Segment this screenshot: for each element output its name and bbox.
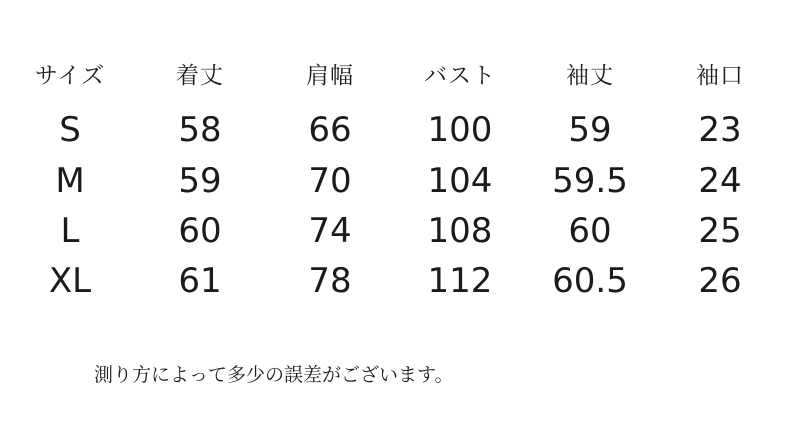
value-cell: 74 — [308, 211, 352, 251]
value-cell: 26 — [698, 261, 742, 301]
value-cell: 60.5 — [552, 261, 628, 301]
value-cell: 112 — [427, 261, 493, 301]
column-header-body-length: 着丈 — [176, 62, 224, 89]
value-cell: 60 — [178, 211, 222, 251]
column-header-sleeve-length: 袖丈 — [566, 62, 614, 89]
value-cell: 25 — [698, 211, 742, 251]
value-cell: 108 — [427, 211, 493, 251]
size-chart-header-row — [5, 48, 785, 98]
column-header-bust: バスト — [424, 62, 496, 89]
size-label-cell: L — [60, 211, 80, 251]
value-cell: 100 — [427, 110, 493, 150]
column-header-shoulder-width: 肩幅 — [306, 62, 354, 89]
size-row-l — [5, 206, 785, 256]
size-label-cell: S — [59, 110, 81, 150]
value-cell: 66 — [308, 110, 352, 150]
value-cell: 58 — [178, 110, 222, 150]
value-cell: 59 — [178, 161, 222, 201]
value-cell: 78 — [308, 261, 352, 301]
value-cell: 60 — [568, 211, 612, 251]
size-label-cell: M — [55, 161, 85, 201]
size-label-cell: XL — [48, 261, 92, 301]
value-cell: 104 — [427, 161, 493, 201]
value-cell: 24 — [698, 161, 742, 201]
value-cell: 59.5 — [552, 161, 628, 201]
size-row-m — [5, 156, 785, 206]
value-cell: 61 — [178, 261, 222, 301]
column-header-size: サイズ — [34, 62, 106, 89]
size-row-s — [5, 98, 785, 156]
size-row-xl — [5, 256, 785, 306]
column-header-cuff: 袖口 — [696, 62, 744, 89]
size-chart-table — [5, 48, 785, 306]
measurement-disclaimer-note: 測り方によって多少の誤差がございます。 — [94, 364, 454, 386]
value-cell: 59 — [568, 110, 612, 150]
value-cell: 70 — [308, 161, 352, 201]
value-cell: 23 — [698, 110, 742, 150]
